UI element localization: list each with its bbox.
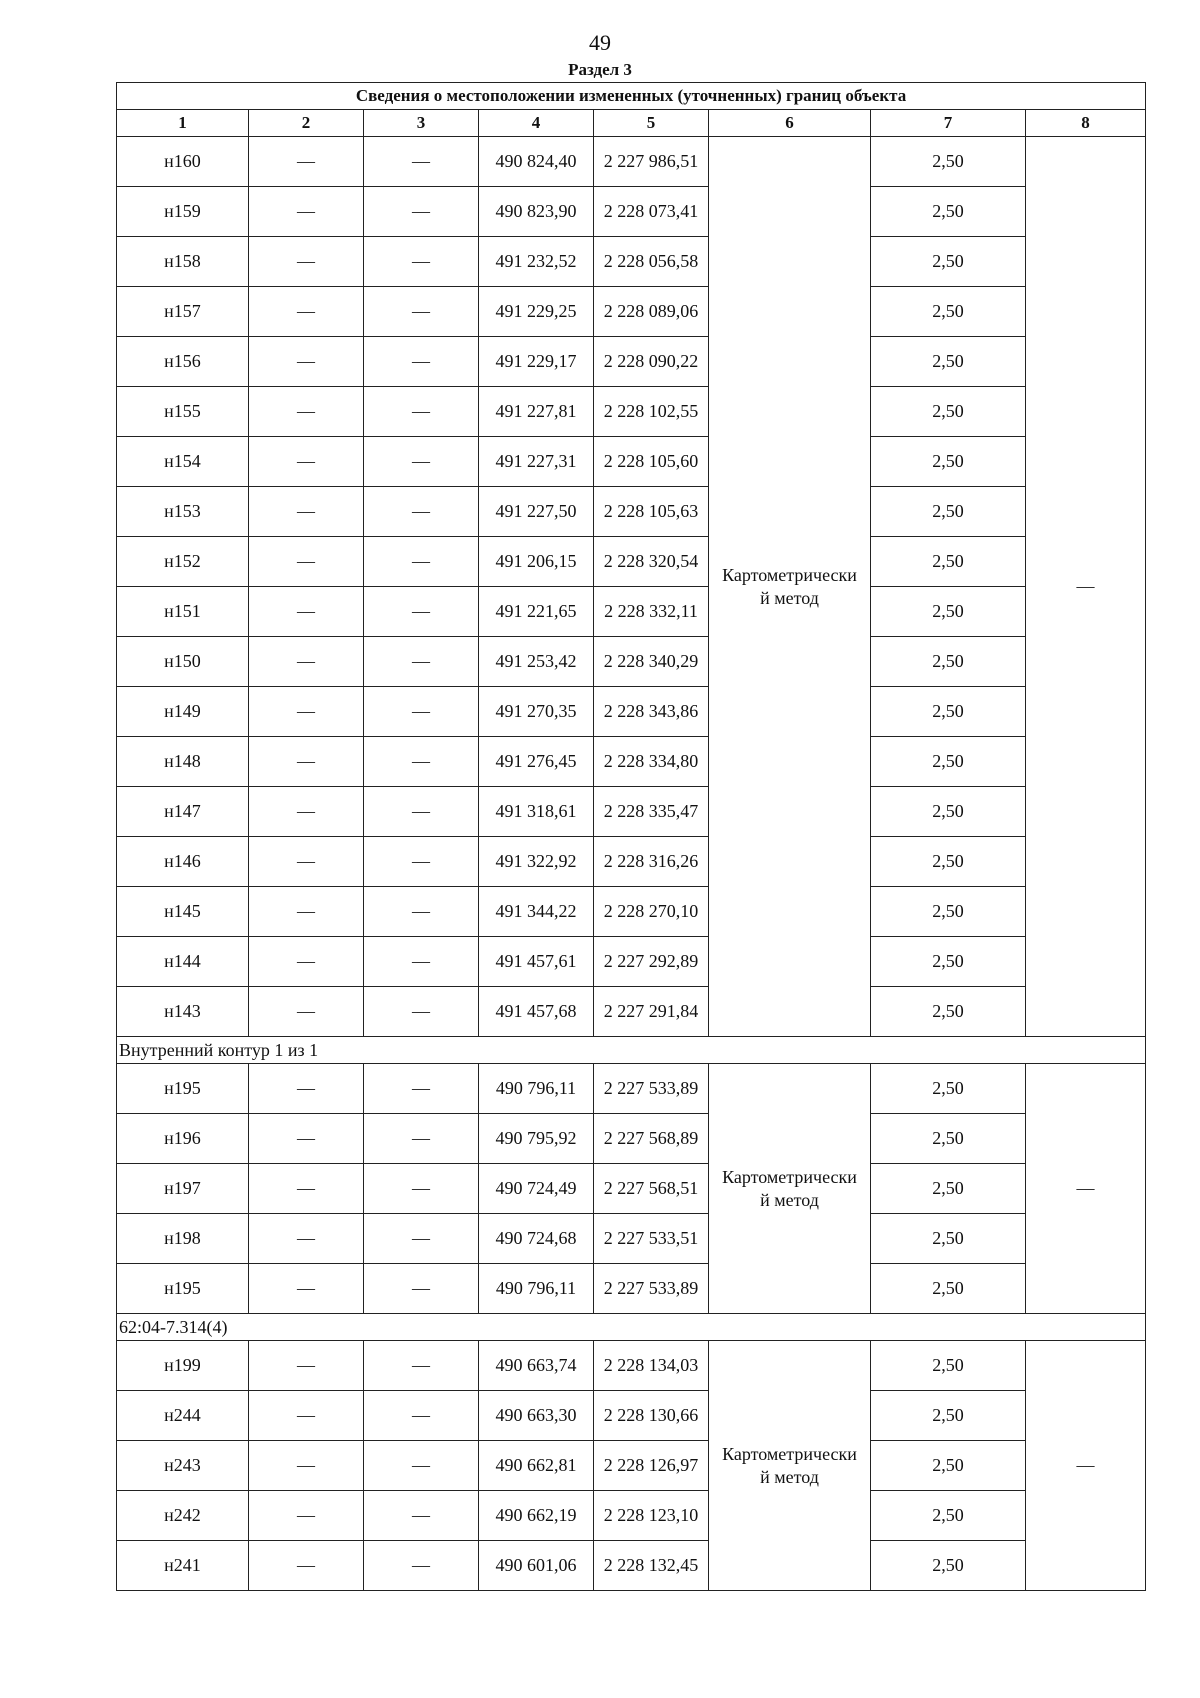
accuracy-cell: 2,50 — [871, 387, 1026, 437]
x-coordinate-cell: 491 221,65 — [479, 587, 594, 637]
point-name-cell: н198 — [117, 1214, 249, 1264]
table-row — [117, 1491, 1146, 1541]
accuracy-cell: 2,50 — [871, 837, 1026, 887]
section-title: Раздел 3 — [568, 60, 632, 79]
y-coordinate-cell: 2 227 568,89 — [594, 1114, 709, 1164]
column-2-cell: — — [249, 1164, 364, 1214]
accuracy-cell: 2,50 — [871, 1164, 1026, 1214]
x-coordinate-cell: 490 795,92 — [479, 1114, 594, 1164]
column-3-cell: — — [364, 1264, 479, 1314]
accuracy-cell: 2,50 — [871, 887, 1026, 937]
accuracy-cell: 2,50 — [871, 787, 1026, 837]
column-3-cell: — — [364, 1491, 479, 1541]
y-coordinate-cell: 2 228 123,10 — [594, 1491, 709, 1541]
accuracy-cell: 2,50 — [871, 737, 1026, 787]
y-coordinate-cell: 2 228 332,11 — [594, 587, 709, 637]
column-3-cell: — — [364, 987, 479, 1037]
column-2-cell: — — [249, 1264, 364, 1314]
point-name-cell: н147 — [117, 787, 249, 837]
accuracy-cell: 2,50 — [871, 337, 1026, 387]
table-row — [117, 187, 1146, 237]
column-number-header: 1 — [117, 110, 249, 137]
point-name-cell: н244 — [117, 1391, 249, 1441]
x-coordinate-cell: 490 724,49 — [479, 1164, 594, 1214]
column-2-cell: — — [249, 1391, 364, 1441]
x-coordinate-cell: 490 724,68 — [479, 1214, 594, 1264]
point-name-cell: н160 — [117, 137, 249, 187]
accuracy-cell: 2,50 — [871, 1341, 1026, 1391]
accuracy-cell: 2,50 — [871, 1391, 1026, 1441]
column-2-cell: — — [249, 987, 364, 1037]
y-coordinate-cell: 2 228 126,97 — [594, 1441, 709, 1491]
accuracy-cell: 2,50 — [871, 1441, 1026, 1491]
x-coordinate-cell: 491 276,45 — [479, 737, 594, 787]
column-3-cell: — — [364, 537, 479, 587]
column-3-cell: — — [364, 587, 479, 637]
point-name-cell: н148 — [117, 737, 249, 787]
column-number-header: 6 — [709, 110, 871, 137]
accuracy-cell: 2,50 — [871, 1264, 1026, 1314]
column-number-header: 5 — [594, 110, 709, 137]
column-3-cell: — — [364, 1214, 479, 1264]
y-coordinate-cell: 2 228 270,10 — [594, 887, 709, 937]
column-3-cell: — — [364, 387, 479, 437]
accuracy-cell: 2,50 — [871, 437, 1026, 487]
y-coordinate-cell: 2 228 316,26 — [594, 837, 709, 887]
y-coordinate-cell: 2 227 568,51 — [594, 1164, 709, 1214]
point-name-cell: н157 — [117, 287, 249, 337]
table-row — [117, 887, 1146, 937]
column-2-cell: — — [249, 937, 364, 987]
point-name-cell: н196 — [117, 1114, 249, 1164]
accuracy-cell: 2,50 — [871, 1491, 1026, 1541]
table-row — [117, 787, 1146, 837]
x-coordinate-cell: 491 227,50 — [479, 487, 594, 537]
contour-heading: 62:04-7.314(4) — [117, 1314, 1146, 1341]
x-coordinate-cell: 491 229,17 — [479, 337, 594, 387]
column-2-cell: — — [249, 1341, 364, 1391]
table-row — [117, 1441, 1146, 1491]
column-8-cell: — — [1026, 1064, 1146, 1314]
table-row — [117, 1264, 1146, 1314]
x-coordinate-cell: 490 663,30 — [479, 1391, 594, 1441]
column-3-cell: — — [364, 1341, 479, 1391]
x-coordinate-cell: 490 796,11 — [479, 1264, 594, 1314]
column-3-cell: — — [364, 437, 479, 487]
column-2-cell: — — [249, 687, 364, 737]
point-name-cell: н149 — [117, 687, 249, 737]
table-row — [117, 1164, 1146, 1214]
y-coordinate-cell: 2 228 102,55 — [594, 387, 709, 437]
y-coordinate-cell: 2 228 334,80 — [594, 737, 709, 787]
column-3-cell: — — [364, 887, 479, 937]
point-name-cell: н145 — [117, 887, 249, 937]
y-coordinate-cell: 2 227 533,51 — [594, 1214, 709, 1264]
y-coordinate-cell: 2 227 533,89 — [594, 1064, 709, 1114]
table-caption: Сведения о местоположении измененных (уточненных) границ объекта — [117, 83, 1146, 110]
point-name-cell: н152 — [117, 537, 249, 587]
x-coordinate-cell: 491 206,15 — [479, 537, 594, 587]
column-2-cell: — — [249, 237, 364, 287]
y-coordinate-cell: 2 228 134,03 — [594, 1341, 709, 1391]
accuracy-cell: 2,50 — [871, 537, 1026, 587]
table-row — [117, 337, 1146, 387]
column-3-cell: — — [364, 487, 479, 537]
x-coordinate-cell: 490 662,81 — [479, 1441, 594, 1491]
column-3-cell: — — [364, 1541, 479, 1591]
accuracy-cell: 2,50 — [871, 137, 1026, 187]
table-row — [117, 987, 1146, 1037]
x-coordinate-cell: 490 796,11 — [479, 1064, 594, 1114]
y-coordinate-cell: 2 228 132,45 — [594, 1541, 709, 1591]
y-coordinate-cell: 2 228 105,60 — [594, 437, 709, 487]
column-number-header: 7 — [871, 110, 1026, 137]
column-2-cell: — — [249, 1114, 364, 1164]
table-row — [117, 937, 1146, 987]
point-name-cell: н156 — [117, 337, 249, 387]
column-2-cell: — — [249, 637, 364, 687]
accuracy-cell: 2,50 — [871, 937, 1026, 987]
column-number-header: 2 — [249, 110, 364, 137]
contour-heading: Внутренний контур 1 из 1 — [117, 1037, 1146, 1064]
y-coordinate-cell: 2 227 533,89 — [594, 1264, 709, 1314]
column-2-cell: — — [249, 837, 364, 887]
accuracy-cell: 2,50 — [871, 587, 1026, 637]
accuracy-cell: 2,50 — [871, 987, 1026, 1037]
column-2-cell: — — [249, 1064, 364, 1114]
x-coordinate-cell: 490 601,06 — [479, 1541, 594, 1591]
point-name-cell: н150 — [117, 637, 249, 687]
x-coordinate-cell: 490 662,19 — [479, 1491, 594, 1541]
accuracy-cell: 2,50 — [871, 1114, 1026, 1164]
table-row — [117, 487, 1146, 537]
column-2-cell: — — [249, 287, 364, 337]
column-3-cell: — — [364, 237, 479, 287]
y-coordinate-cell: 2 228 090,22 — [594, 337, 709, 387]
column-number-header: 3 — [364, 110, 479, 137]
accuracy-cell: 2,50 — [871, 1214, 1026, 1264]
accuracy-cell: 2,50 — [871, 1064, 1026, 1114]
table-row — [117, 287, 1146, 337]
x-coordinate-cell: 491 457,68 — [479, 987, 594, 1037]
x-coordinate-cell: 491 322,92 — [479, 837, 594, 887]
table-row — [117, 537, 1146, 587]
point-name-cell: н159 — [117, 187, 249, 237]
point-name-cell: н155 — [117, 387, 249, 437]
y-coordinate-cell: 2 228 073,41 — [594, 187, 709, 237]
column-2-cell: — — [249, 737, 364, 787]
x-coordinate-cell: 491 227,81 — [479, 387, 594, 437]
table-row — [117, 637, 1146, 687]
column-2-cell: — — [249, 137, 364, 187]
point-name-cell: н146 — [117, 837, 249, 887]
column-3-cell: — — [364, 137, 479, 187]
point-name-cell: н195 — [117, 1264, 249, 1314]
column-2-cell: — — [249, 1491, 364, 1541]
x-coordinate-cell: 491 253,42 — [479, 637, 594, 687]
column-3-cell: — — [364, 1441, 479, 1491]
x-coordinate-cell: 491 318,61 — [479, 787, 594, 837]
point-name-cell: н243 — [117, 1441, 249, 1491]
y-coordinate-cell: 2 228 056,58 — [594, 237, 709, 287]
column-2-cell: — — [249, 587, 364, 637]
column-3-cell: — — [364, 337, 479, 387]
table-row — [117, 837, 1146, 887]
column-3-cell: — — [364, 1391, 479, 1441]
column-2-cell: — — [249, 387, 364, 437]
x-coordinate-cell: 491 227,31 — [479, 437, 594, 487]
column-2-cell: — — [249, 337, 364, 387]
table-row — [117, 687, 1146, 737]
point-name-cell: н242 — [117, 1491, 249, 1541]
table-row — [117, 1114, 1146, 1164]
column-2-cell: — — [249, 787, 364, 837]
column-3-cell: — — [364, 1064, 479, 1114]
x-coordinate-cell: 490 823,90 — [479, 187, 594, 237]
accuracy-cell: 2,50 — [871, 187, 1026, 237]
column-number-header: 4 — [479, 110, 594, 137]
column-2-cell: — — [249, 1541, 364, 1591]
y-coordinate-cell: 2 228 105,63 — [594, 487, 709, 537]
page-number: 49 — [589, 30, 611, 55]
table-row — [117, 737, 1146, 787]
point-name-cell: н143 — [117, 987, 249, 1037]
method-cell: Картометрически й метод — [709, 1064, 871, 1314]
x-coordinate-cell: 491 270,35 — [479, 687, 594, 737]
column-3-cell: — — [364, 287, 479, 337]
column-3-cell: — — [364, 737, 479, 787]
column-3-cell: — — [364, 187, 479, 237]
y-coordinate-cell: 2 227 292,89 — [594, 937, 709, 987]
accuracy-cell: 2,50 — [871, 637, 1026, 687]
column-2-cell: — — [249, 537, 364, 587]
table-row — [117, 1064, 1146, 1114]
column-3-cell: — — [364, 687, 479, 737]
accuracy-cell: 2,50 — [871, 237, 1026, 287]
y-coordinate-cell: 2 228 089,06 — [594, 287, 709, 337]
y-coordinate-cell: 2 227 986,51 — [594, 137, 709, 187]
point-name-cell: н199 — [117, 1341, 249, 1391]
table-row — [117, 137, 1146, 187]
point-name-cell: н153 — [117, 487, 249, 537]
column-2-cell: — — [249, 887, 364, 937]
table-row — [117, 437, 1146, 487]
accuracy-cell: 2,50 — [871, 687, 1026, 737]
method-cell: Картометрически й метод — [709, 1341, 871, 1591]
table-row — [117, 1341, 1146, 1391]
column-3-cell: — — [364, 837, 479, 887]
y-coordinate-cell: 2 228 343,86 — [594, 687, 709, 737]
point-name-cell: н241 — [117, 1541, 249, 1591]
column-3-cell: — — [364, 937, 479, 987]
accuracy-cell: 2,50 — [871, 1541, 1026, 1591]
accuracy-cell: 2,50 — [871, 287, 1026, 337]
x-coordinate-cell: 490 663,74 — [479, 1341, 594, 1391]
point-name-cell: н195 — [117, 1064, 249, 1114]
column-2-cell: — — [249, 1441, 364, 1491]
accuracy-cell: 2,50 — [871, 487, 1026, 537]
table-row — [117, 587, 1146, 637]
x-coordinate-cell: 490 824,40 — [479, 137, 594, 187]
column-8-cell: — — [1026, 137, 1146, 1037]
y-coordinate-cell: 2 228 340,29 — [594, 637, 709, 687]
column-2-cell: — — [249, 187, 364, 237]
column-number-header: 8 — [1026, 110, 1146, 137]
table-row — [117, 1214, 1146, 1264]
y-coordinate-cell: 2 228 320,54 — [594, 537, 709, 587]
column-3-cell: — — [364, 637, 479, 687]
x-coordinate-cell: 491 229,25 — [479, 287, 594, 337]
point-name-cell: н158 — [117, 237, 249, 287]
table-row — [117, 387, 1146, 437]
point-name-cell: н151 — [117, 587, 249, 637]
table-row — [117, 1391, 1146, 1441]
column-3-cell: — — [364, 1114, 479, 1164]
column-2-cell: — — [249, 437, 364, 487]
x-coordinate-cell: 491 457,61 — [479, 937, 594, 987]
y-coordinate-cell: 2 227 291,84 — [594, 987, 709, 1037]
table-row — [117, 1541, 1146, 1591]
y-coordinate-cell: 2 228 335,47 — [594, 787, 709, 837]
method-cell: Картометрически й метод — [709, 137, 871, 1037]
column-8-cell: — — [1026, 1341, 1146, 1591]
column-2-cell: — — [249, 487, 364, 537]
column-3-cell: — — [364, 1164, 479, 1214]
column-3-cell: — — [364, 787, 479, 837]
table-row — [117, 237, 1146, 287]
y-coordinate-cell: 2 228 130,66 — [594, 1391, 709, 1441]
point-name-cell: н144 — [117, 937, 249, 987]
point-name-cell: н197 — [117, 1164, 249, 1214]
boundary-coordinates-table — [116, 82, 1146, 1591]
column-2-cell: — — [249, 1214, 364, 1264]
x-coordinate-cell: 491 344,22 — [479, 887, 594, 937]
point-name-cell: н154 — [117, 437, 249, 487]
x-coordinate-cell: 491 232,52 — [479, 237, 594, 287]
